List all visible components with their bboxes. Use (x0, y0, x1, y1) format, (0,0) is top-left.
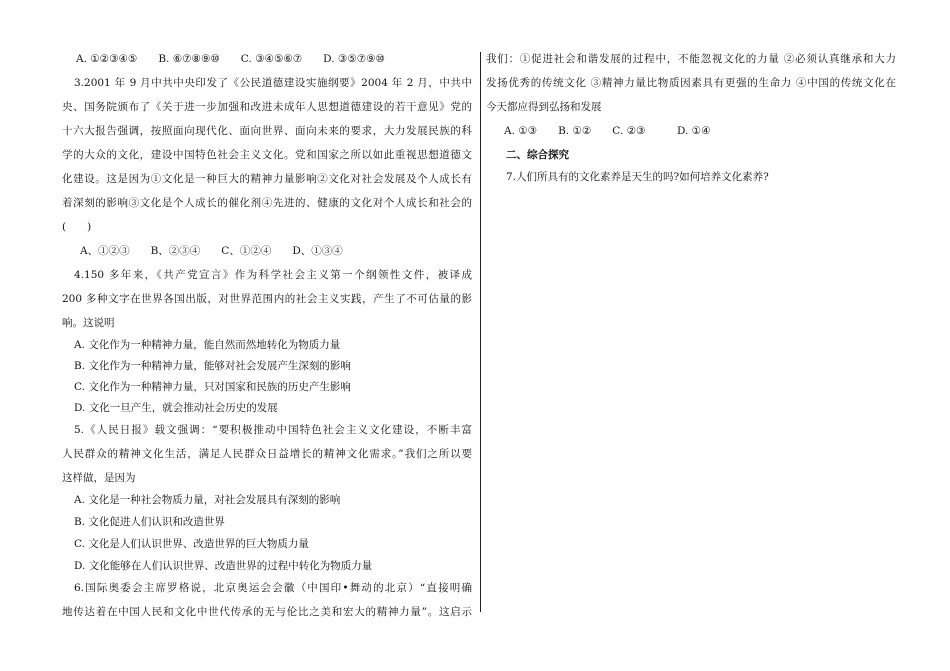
q5-line-1: 5.《人民日报》载文强调：“要积极推动中国特色社会主义文化建设，不断丰富 (74, 424, 472, 436)
q5-option-b: B. 文化促进人们认识和改造世界 (74, 516, 225, 528)
q3-line-1: 3.2001 年 9 月中共中央印发了《公民道德建设实施纲要》2004 年 2 月，中共中 (74, 77, 472, 89)
q6-line-1: 6.国际奥委会主席罗格说，北京奥运会会徽（中国印•舞动的北京）“直接明确 (74, 582, 472, 594)
q3-options: A、①②③ B、②③④ C、①②④ D、①③④ (80, 245, 343, 257)
q3-line-6: 着深刻的影响③文化是个人成长的催化剂④先进的、健康的文化对个人成长和社会的 (62, 197, 472, 209)
q5-option-c: C. 文化是人们认识世界、改造世界的巨大物质力量 (74, 538, 309, 550)
q3-line-2: 央、国务院颁布了《关于进一步加强和改进未成年人思想道德建设的若干意见》党的 (62, 101, 472, 113)
q3-line-5: 化建设。这是因为①文化是一种巨大的精神力量影响②文化对社会发展及个人成长有 (62, 173, 472, 185)
q4-option-b: B. 文化作为一种精神力量，能够对社会发展产生深刻的影响 (74, 360, 351, 372)
q3-line-3: 十六大报告强调，按照面向现代化、面向世界、面向未来的要求，大力发展民族的科 (62, 125, 472, 137)
column-divider (480, 52, 481, 612)
q2-options: A. ①②③④⑤ B. ⑥⑦⑧⑨⑩ C. ③④⑤⑥⑦ D. ③⑤⑦⑨⑩ (76, 53, 385, 65)
q4-option-a: A. 文化作为一种精神力量，能自然而然地转化为物质力量 (74, 339, 341, 351)
q6-line-2: 地传达着在中国人民和文化中世代传承的无与伦比之美和宏大的精神力量”。这启示 (62, 606, 472, 618)
q5-option-a: A. 文化是一种社会物质力量，对社会发展具有深刻的影响 (74, 494, 341, 506)
q4-option-d: D. 文化一旦产生，就会推动社会历史的发展 (74, 402, 278, 414)
q4-option-c: C. 文化作为一种精神力量，只对国家和民族的历史产生影响 (74, 381, 351, 393)
q4-line-2: 200 多种文字在世界各国出版，对世界范围内的社会主义实践，产生了不可估量的影 (62, 293, 472, 305)
q4-line-3: 响。这说明 (62, 317, 115, 329)
q6-cont-line-1: 我们：①促进社会和谐发展的过程中，不能忽视文化的力量 ②必须认真继承和大力 (486, 53, 896, 65)
q5-line-3: 这样做，是因为 (62, 472, 136, 484)
q4-line-1: 4.150 多年来，《共产党宣言》作为科学社会主义第一个纲领性文件，被译成 (74, 269, 472, 281)
q5-line-2: 人民群众的精神文化生活，满足人民群众日益增长的精神文化需求。”我们之所以要 (62, 448, 472, 460)
section-title: 二、综合探究 (506, 149, 569, 161)
q3-line-4: 学的大众的文化，建设中国特色社会主义文化。党和国家之所以如此重视思想道德文 (62, 149, 472, 161)
q3-answer-blank: ( ) (62, 221, 92, 233)
q5-option-d: D. 文化能够在人们认识世界、改造世界的过程中转化为物质力量 (74, 560, 373, 572)
q6-options: A. ①③ B. ①② C. ②③ D. ①④ (504, 125, 711, 137)
q6-cont-line-2: 发扬优秀的传统文化 ③精神力量比物质因素具有更强的生命力 ④中国的传统文化在 (486, 77, 896, 89)
q6-cont-line-3: 今天都应得到弘扬和发展 (486, 101, 602, 113)
q7-question: 7.人们所具有的文化素养是天生的吗?如何培养文化素养? (506, 171, 769, 183)
